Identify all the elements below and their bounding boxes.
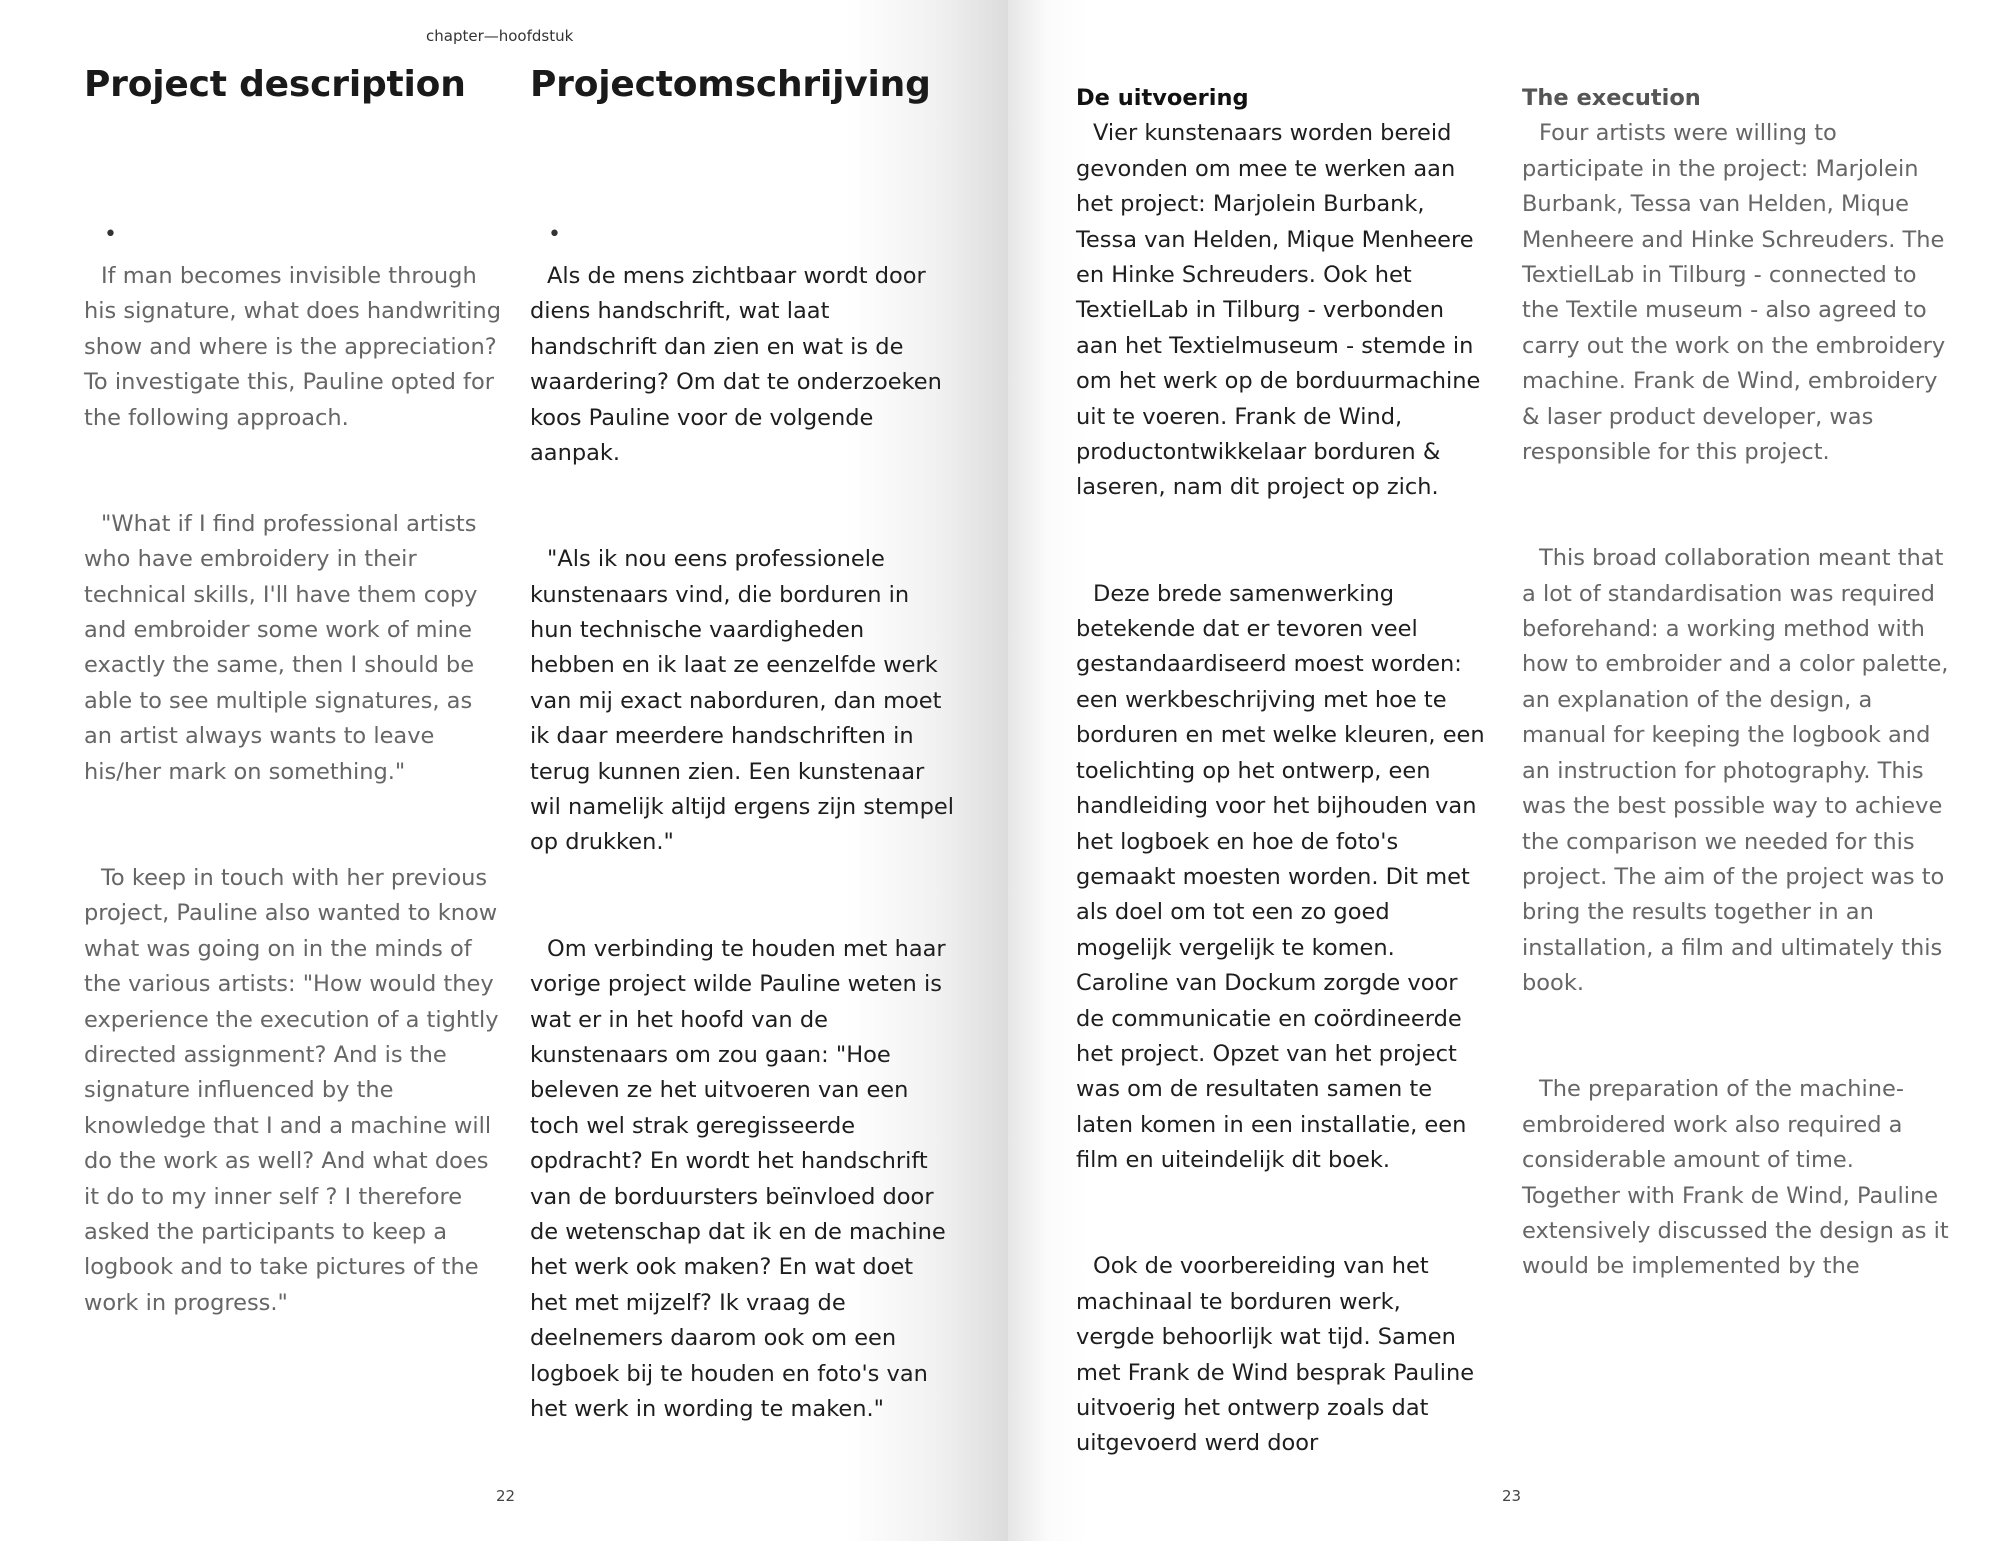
paragraph: Deze brede samenwerking betekende dat er tevoren veel gestandaardiseerd moest worden: een werkbeschrijving met hoe te borduren en met welke kleuren, een toelichting op het ontwerp, een handleiding voor het bijhouden van het logboek en hoe de foto's gemaakt moesten worden. Dit met als doel om tot een zo goed mogelijk vergelijk te komen. Caroline van Dockum zorgde voor de communicatie en coördineerde het project. Opzet van het project was om de resultaten samen te laten komen in een installatie, een film en uiteindelijk dit boek. bbox=[1076, 580, 1485, 1174]
paragraph: The preparation of the machine-embroidered work also required a considerable amount of time. Together with Frank de Wind, Pauline extensively discussed the design as it would be implemented by the bbox=[1522, 1076, 1949, 1280]
running-head: chapter—hoofdstuk bbox=[426, 27, 574, 45]
bullet-dutch: • bbox=[548, 222, 561, 247]
paragraph: Ook de voorbereiding van het machinaal te borduren werk, vergde behoorlijk wat tijd. Samen met Frank de Wind besprak Pauline uitvoerig het ontwerp zoals dat uitgevoerd werd door bbox=[1076, 1253, 1475, 1457]
page-number: 22 bbox=[496, 1487, 516, 1505]
right-page bbox=[1008, 0, 2000, 1541]
paragraph: Als de mens zichtbaar wordt door diens handschrift, wat laat handschrift dan zien en wat is de waardering? Om dat te onderzoeken koos Pauline voor de volgende aanpak. bbox=[530, 263, 942, 467]
paragraph: "Als ik nou eens professionele kunstenaars vind, die borduren in hun technische vaardigheden hebben en ik laat ze eenzelfde werk van mij exact naborduren, dan moet ik daar meerdere handschriften in terug kunnen zien. Een kunstenaar wil namelijk altijd ergens zijn stempel op drukken." bbox=[530, 546, 954, 856]
paragraph: Om verbinding te houden met haar vorige project wilde Pauline weten is wat er in het hoofd van de kunstenaars om zou gaan: "Hoe beleven ze het uitvoeren van een toch wel strak geregisseerde opdracht? En wordt het handschrift van de borduursters beïnvloed door de wetenschap dat ik en de machine het werk ook maken? En wat doet het met mijzelf? Ik vraag de deelnemers daarom ook om een logboek bij te houden en foto's van het werk in wording te maken." bbox=[530, 935, 946, 1422]
section-subheading: The execution bbox=[1522, 85, 1701, 111]
paragraph: To keep in touch with her previous project, Pauline also wanted to know what was going on in the minds of the various artists: "How would they experience the execution of a tightly directed assignment? And is the signature influenced by the knowledge that I and a machine will do the work as well? And what does it do to my inner self ? I therefore asked the participants to keep a logbook and to take pictures of the work in progress." bbox=[84, 864, 499, 1316]
english-column bbox=[84, 259, 504, 1392]
paragraph: This broad collaboration meant that a lot of standardisation was required beforehand: a working method with how to embroider and a color palette, an explanation of the design, a manual for keeping the logbook and an instruction for photography. This was the best possible way to achieve the comparison we needed for this project. The aim of the project was to bring the results together in an installation, a film and ultimately this book. bbox=[1522, 545, 1949, 997]
english-column bbox=[1522, 81, 1950, 1356]
paragraph: If man becomes invisible through his signature, what does handwriting show and where is the appreciation? To investigate this, Pauline opted for the following approach. bbox=[84, 263, 501, 431]
dutch-column bbox=[1076, 81, 1486, 1533]
heading-dutch: Projectomschrijving bbox=[530, 64, 931, 105]
section-subheading: De uitvoering bbox=[1076, 85, 1249, 111]
paragraph: "What if I find professional artists who have embroidery in their technical skills, I'll have them copy and embroider some work of mine exactly the same, then I should be able to see multiple signatures, as an artist always wants to leave his/her mark on something." bbox=[84, 510, 478, 785]
page-number: 23 bbox=[1502, 1487, 1522, 1505]
dutch-column bbox=[530, 259, 955, 1498]
paragraph: Four artists were willing to participate in the project: Marjolein Burbank, Tessa van Helden, Mique Menheere and Hinke Schreuders. The TextielLab in Tilburg - connected to the Textile museum - also agreed to carry out the work on the embroidery machine. Frank de Wind, embroidery & laser product developer, was responsible for this project. bbox=[1522, 120, 1946, 466]
paragraph: Vier kunstenaars worden bereid gevonden om mee te werken aan het project: Marjolein Burbank, Tessa van Helden, Mique Menheere en Hinke Schreuders. Ook het TextielLab in Tilburg - verbonden aan het Textielmuseum - stemde in om het werk op de borduurmachine uit te voeren. Frank de Wind, productontwikkelaar borduren & laseren, nam dit project op zich. bbox=[1076, 120, 1481, 501]
heading-english: Project description bbox=[84, 64, 466, 105]
bullet-english: • bbox=[104, 222, 117, 247]
